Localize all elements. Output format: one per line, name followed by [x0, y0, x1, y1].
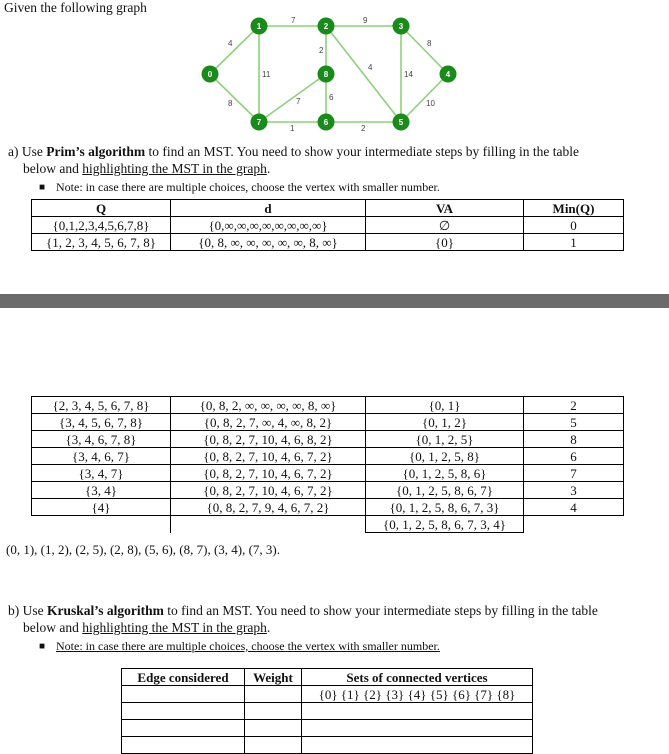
table-row	[122, 737, 533, 754]
weight-label: 8	[228, 99, 233, 108]
edge-0-7	[210, 74, 259, 122]
edge-3-4	[401, 26, 448, 74]
table-row: {3, 4, 7} {0, 8, 2, 7, 10, 4, 6, 7, 2} {0, 1, 2, 5, 8, 6} 7	[32, 465, 624, 482]
node-label: 7	[256, 118, 262, 127]
weight-label: 9	[363, 16, 368, 25]
table-row: {0, 1, 2, 5, 8, 6, 7, 3, 4}	[32, 516, 624, 533]
edge-4-5	[401, 74, 448, 122]
node-label: 6	[323, 118, 329, 127]
node-label: 8	[323, 70, 329, 79]
part-a-question: a) Use Prim’s algorithm to find an MST. You need to show your intermediate steps by filling in the table below and highlighting the MST in the graph. ■ Note: in case there are multiple choices, choose the vertex with smaller number.	[8, 144, 580, 194]
part-b-note: Note: in case there are multiple choices, choose the vertex with smaller number.	[56, 639, 440, 653]
weight-label: 1	[290, 124, 295, 133]
header-va: VA	[366, 200, 524, 217]
table-row: {3, 4, 6, 7, 8} {0, 8, 2, 7, 10, 4, 6, 8, 2} {0, 1, 2, 5} 8	[32, 431, 624, 448]
weight-label: 2	[361, 124, 366, 133]
table-row: {3, 4, 5, 6, 7, 8} {0, 8, 2, 7, ∞, 4, ∞, 8, 2} {0, 1, 2} 5	[32, 414, 624, 431]
node-label: 2	[323, 22, 329, 31]
table-row: {0,1,2,3,4,5,6,7,8} {0,∞,∞,∞,∞,∞,∞,∞,∞} ∅ 0	[32, 217, 624, 234]
node-label: 4	[445, 70, 451, 79]
table-row: {3, 4} {0, 8, 2, 7, 10, 4, 6, 7, 2} {0, 1, 2, 5, 8, 6, 7} 3	[32, 482, 624, 499]
weight-label: 4	[368, 63, 373, 72]
table-row	[122, 703, 533, 720]
prim-table-top	[31, 199, 624, 251]
node-label: 5	[398, 118, 404, 127]
weight-label: 2	[319, 46, 324, 55]
kruskal-table	[121, 668, 533, 754]
node-label: 0	[207, 70, 213, 79]
weight-label: 6	[329, 93, 334, 102]
intro-text: Given the following graph	[4, 0, 147, 15]
weight-label: 10	[426, 99, 435, 108]
weight-label: 7	[291, 16, 296, 25]
header-q: Q	[32, 200, 171, 217]
page-separator	[0, 294, 669, 308]
weight-label: 14	[404, 70, 413, 79]
header-edge: Edge considered	[122, 669, 245, 686]
part-a-note: Note: in case there are multiple choices, choose the vertex with smaller number.	[56, 180, 440, 194]
edge-8-7	[259, 74, 326, 122]
weight-label: 8	[427, 39, 432, 48]
weight-label: 7	[296, 97, 301, 106]
edge-0-1	[210, 26, 259, 74]
graph-figure	[0, 0, 669, 140]
prim-table-bottom	[31, 396, 624, 533]
table-row: {0} {1} {2} {3} {4} {5} {6} {7} {8}	[122, 686, 533, 703]
table-row: {4} {0, 8, 2, 7, 9, 4, 6, 7, 2} {0, 1, 2, 5, 8, 6, 7, 3} 4	[32, 499, 624, 516]
node-label: 1	[256, 22, 262, 31]
header-d: d	[171, 200, 366, 217]
mst-edge-list: (0, 1), (1, 2), (2, 5), (2, 8), (5, 6), (8, 7), (3, 4), (7, 3).	[6, 542, 281, 557]
table-row	[122, 720, 533, 737]
edge-2-5	[323, 26, 401, 122]
table-row: {1, 2, 3, 4, 5, 6, 7, 8} {0, 8, ∞, ∞, ∞, ∞, ∞, 8, ∞} {0} 1	[32, 234, 624, 251]
header-sets: Sets of connected vertices	[302, 669, 533, 686]
weight-label: 11	[262, 70, 271, 79]
header-minq: Min(Q)	[524, 200, 624, 217]
node-label: 3	[398, 22, 404, 31]
header-weight: Weight	[245, 669, 302, 686]
weight-label: 4	[228, 39, 233, 48]
table-row: {2, 3, 4, 5, 6, 7, 8} {0, 8, 2, ∞, ∞, ∞, ∞, 8, ∞} {0, 1} 2	[32, 397, 624, 414]
part-b-question: b) Use Kruskal’s algorithm to find an MST. You need to show your intermediate steps by filling in the table below and highlighting the MST in the graph. ■ Note: in case there are multiple choices, choose the vertex with smaller number.	[8, 603, 598, 653]
table-row: {3, 4, 6, 7} {0, 8, 2, 7, 10, 4, 6, 7, 2} {0, 1, 2, 5, 8} 6	[32, 448, 624, 465]
